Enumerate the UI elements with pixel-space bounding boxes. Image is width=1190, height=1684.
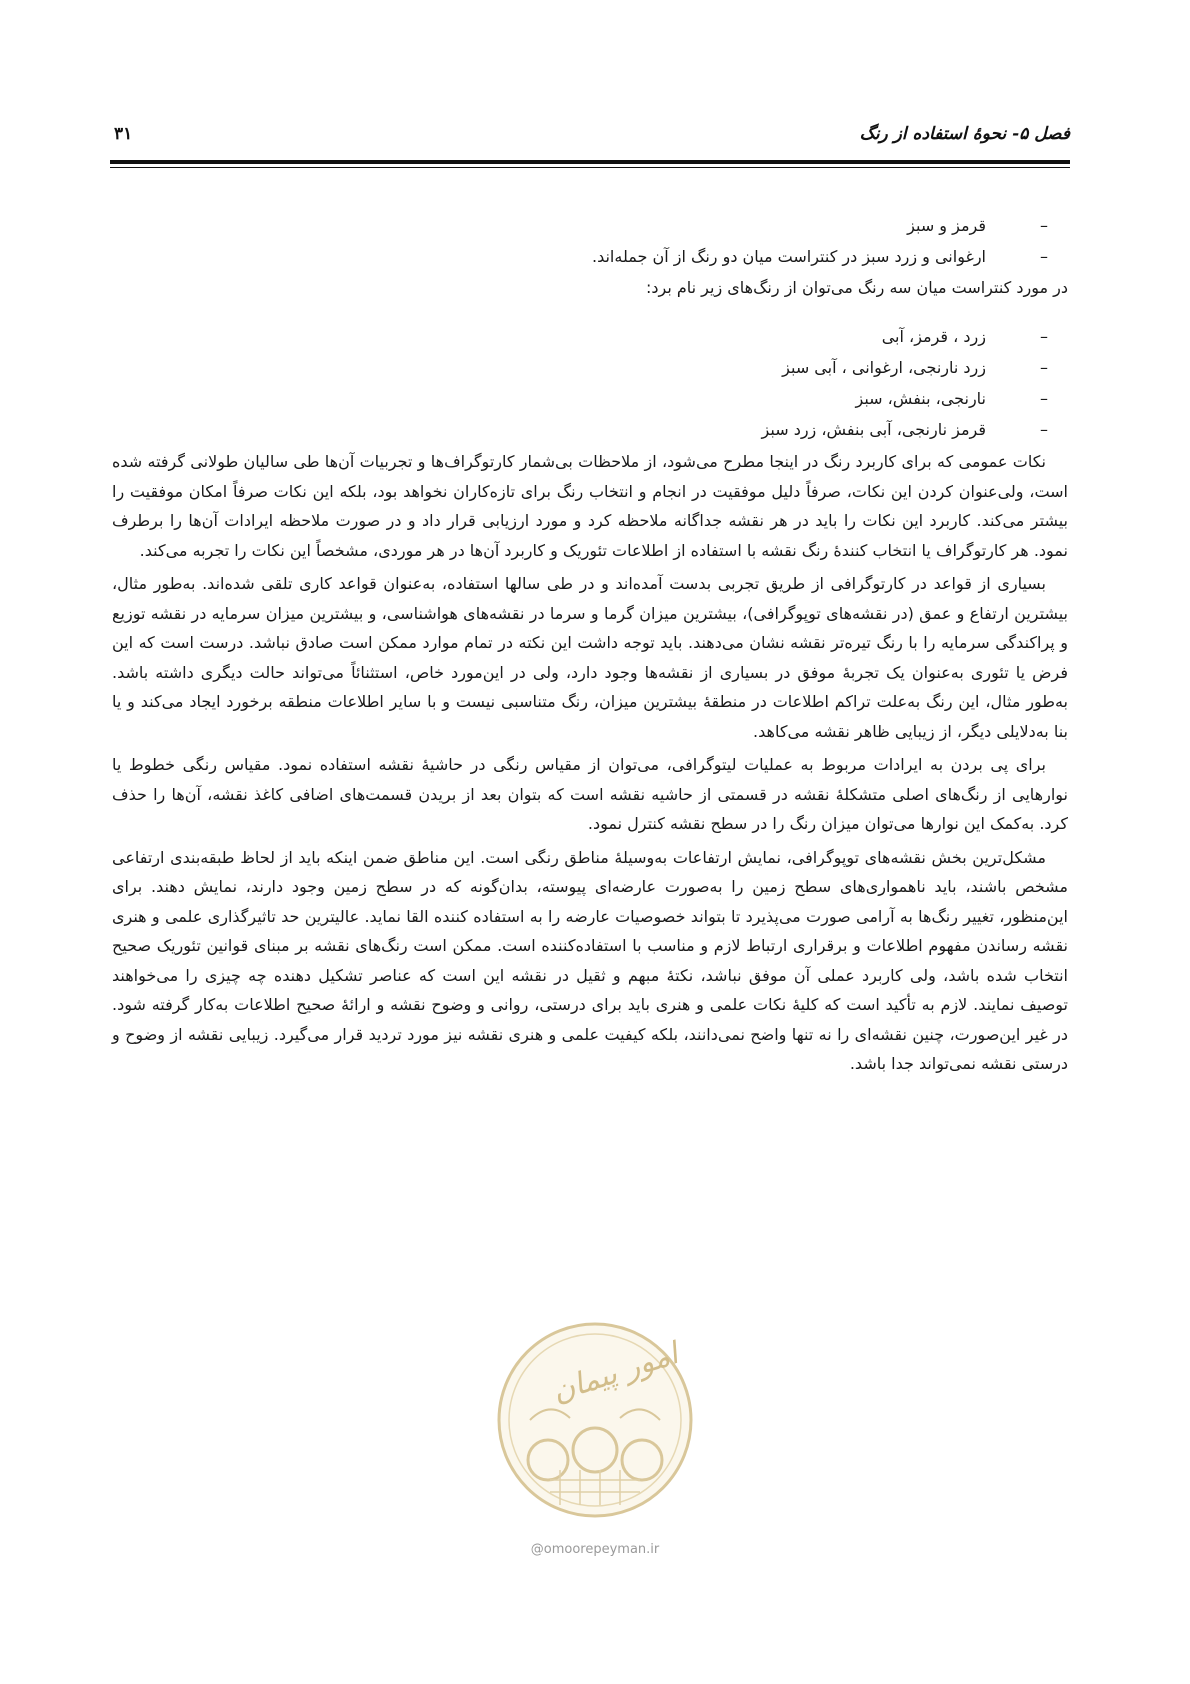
body-paragraphs [112, 447, 1068, 1079]
header-rule-thick [110, 160, 1070, 164]
page-number: ۳۱ [114, 124, 133, 144]
dash-bullet: – [1040, 358, 1048, 377]
header-rule-thin [110, 167, 1070, 168]
list-item: – نارنجی، بنفش، سبز [112, 385, 1068, 416]
list-item: – زرد نارنجی، ارغوانی ، آبی سبز [112, 354, 1068, 385]
chapter-title: فصل ۵- نحوهٔ استفاده از رنگ [859, 124, 1070, 144]
list-item: – قرمز نارنجی، آبی بنفش، زرد سبز [112, 416, 1068, 447]
three-color-contrast-list [112, 323, 1068, 447]
dash-bullet: – [1040, 389, 1048, 408]
page-content [112, 212, 1068, 1083]
watermark-logo [490, 1320, 700, 1520]
list-item: – ارغوانی و زرد سبز در کنتراست میان دو رنگ از آن جمله‌اند. [112, 243, 1068, 274]
paragraph: نکات عمومی که برای کاربرد رنگ در اینجا مطرح می‌شود، از ملاحظات بی‌شمار کارتوگراف‌ها و تجربیات آن‌ها طی سالیان طولانی گرفته شده است، ولی‌عنوان کردن این نکات، صرفاً دلیل موفقیت در انجام و انتخاب رنگ برای تازه‌کاران نخواهد بود، بلکه این نکات صرفاً امکان موفقیت را بیشتر می‌کند. کاربرد این نکات را باید در هر نقشه جداگانه ملاحظه کرد و مورد ارزیابی قرار داد و در صورت ملاحظه ایرادات آن‌ها را برطرف نمود. هر کارتوگراف یا انتخاب کنندهٔ رنگ نقشه با استفاده از اطلاعات تئوریک و کاربرد آن‌ها در هر موردی، مشخصاً این نکات را تجربه می‌کند. [112, 452, 1068, 560]
dash-bullet: – [1040, 216, 1048, 235]
two-color-contrast-list [112, 212, 1068, 274]
paragraph: برای پی بردن به ایرادات مربوط به عملیات لیتوگرافی، می‌توان از مقیاس رنگی در حاشیهٔ نقشه استفاده نمود. مقیاس رنگی خطوط یا نوارهایی از رنگ‌های اصلی متشکلهٔ نقشه در قسمتی از حاشیه نقشه است که بتوان بعد از بریدن قسمت‌های اضافی کاغذ نقشه، آن‌ها را حذف کرد. به‌کمک این نوارها می‌توان میزان رنگ را در سطح نقشه کنترل نمود. [112, 755, 1068, 833]
dash-bullet: – [1040, 327, 1048, 346]
paragraph: بسیاری از قواعد در کارتوگرافی از طریق تجربی بدست آمده‌اند و در طی سالها استفاده، به‌عنوان قواعد کاری تلقی شده‌اند. به‌طور مثال، بیشترین ارتفاع و عمق (در نقشه‌های توپوگرافی)، بیشترین میزان گرما و سرما در نقشه‌های هواشناسی، و بیشترین میزان سرمایه در نقشه توزیع و پراکندگی سرمایه را با رنگ تیره‌تر نقشه نشان می‌دهند. باید توجه داشت این نکته در تمام موارد ممکن است صادق نباشد. درست است که این فرض یا تئوری به‌عنوان یک تجربهٔ موفق در بسیاری از نقشه‌ها وجود دارد، ولی در این‌مورد خاص، استثنائاً می‌تواند حالت دیگری داشته باشد. به‌طور مثال، این رنگ به‌علت تراکم اطلاعات در منطقهٔ بیشترین میزان، رنگ متناسبی نیست و با سایر اطلاعات منطقه برخورد ایجاد می‌کند و یا بنا به‌دلایلی دیگر، از زیبایی ظاهر نقشه می‌کاهد. [112, 574, 1068, 741]
list-item: – قرمز و سبز [112, 212, 1068, 243]
paragraph: مشکل‌ترین بخش نقشه‌های توپوگرافی، نمایش ارتفاعات به‌وسیلهٔ مناطق رنگی است. این مناطق ضمن اینکه باید از لحاظ طبقه‌بندی ارتفاعی مشخص باشند، باید ناهمواری‌های سطح زمین را به‌صورت عارضه‌ای پیوسته، بدان‌گونه که در سطح زمین وجود دارند، نمایش دهند. برای این‌منظور، تغییر رنگ‌ها به آرامی صورت می‌پذیرد تا بتواند خصوصیات عارضه را به استفاده کننده القا نماید. عالیترین حد تاثیرگذاری علمی و هنری نقشه رساندن مفهوم اطلاعات و برقراری ارتباط لازم و مناسب با استفاده‌کننده است. ممکن است رنگ‌های نقشه بر مبنای قوانین تئوریک صحیح انتخاب شده باشد، ولی کاربرد عملی آن موفق نباشد، نکتهٔ مبهم و ثقیل در نقشه این است که عناصر تشکیل دهنده چه چیزی را می‌خواهند توصیف نمایند. لازم به تأکید است که کلیهٔ نکات علمی و هنری باید برای درستی، روانی و وضوح نقشه و ارائهٔ صحیح اطلاعات به‌کار گرفته شود. در غیر این‌صورت، چنین نقشه‌ای را نه تنها واضح نمی‌دانند، بلکه کیفیت علمی و هنری نقشه نیز مورد تردید قرار می‌گیرد. زیبایی نقشه از وضوح و درستی نقشه نمی‌تواند جدا باشد. [112, 847, 1068, 1073]
watermark-url: @omoorepeyman.ir [530, 1542, 660, 1557]
three-color-intro: در مورد کنتراست میان سه رنگ می‌توان از رنگ‌های زیر نام برد: [645, 278, 1068, 297]
page-header [110, 124, 1070, 158]
watermark-logo-text: امور پیمان [547, 1336, 683, 1410]
dash-bullet: – [1040, 247, 1048, 266]
list-item: – زرد ، قرمز، آبی [112, 323, 1068, 354]
dash-bullet: – [1040, 420, 1048, 439]
